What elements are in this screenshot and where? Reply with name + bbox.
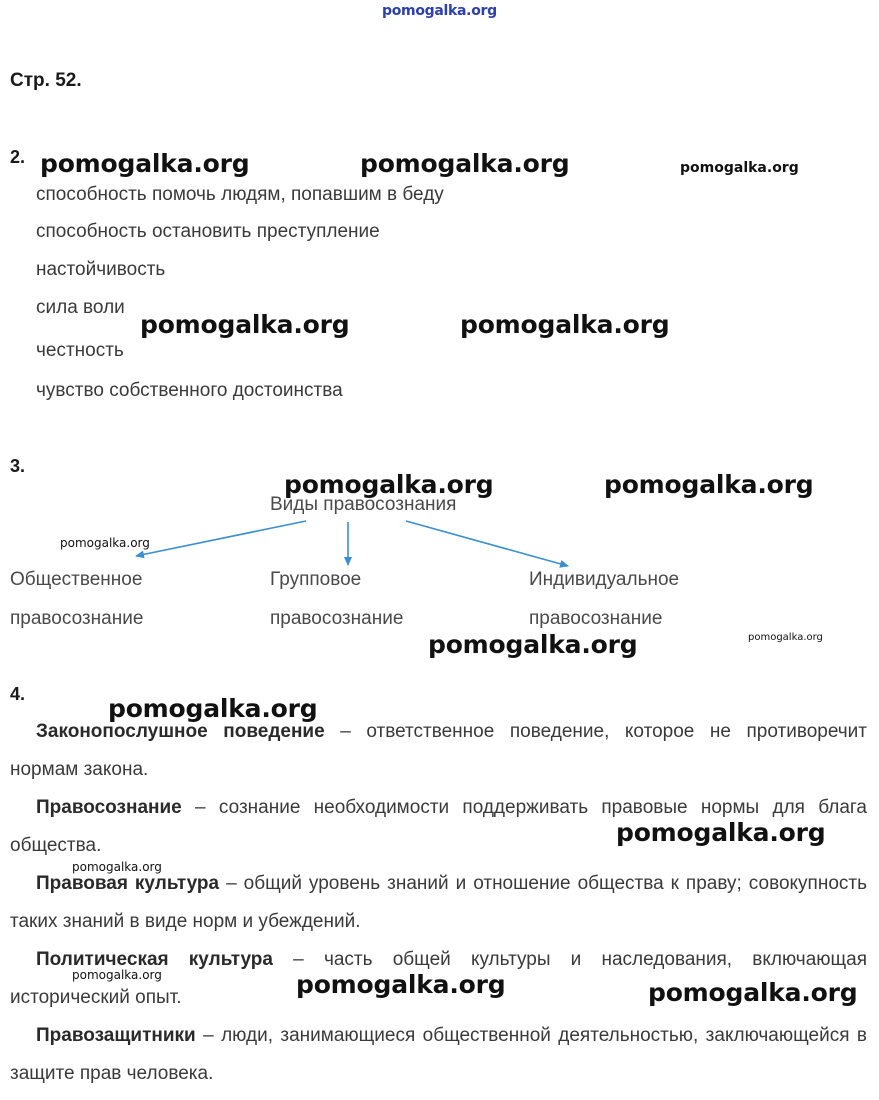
definition-text: – сознание необходимости поддерживать правовые нормы для блага общества. [10, 797, 867, 856]
watermark: pomogalka.org [748, 632, 823, 643]
definition-text: – общий уровень знаний и отношение общества к праву; совокупность таких знаний в виде норм и убеждений. [10, 873, 867, 932]
diagram-branch-2-line1: Групповое [270, 569, 362, 590]
definition-term: Политическая культура [36, 949, 273, 970]
section-3-number: 3. [10, 456, 26, 476]
diagram-branch-2-line2: правосознание [270, 608, 404, 629]
watermark: pomogalka.org [604, 470, 814, 499]
definition-paragraph [10, 713, 867, 789]
watermark: pomogalka.org [108, 694, 318, 723]
list-item: сила воли [36, 297, 125, 318]
diagram-branch-3-line2: правосознание [529, 608, 663, 629]
list-item: способность остановить преступление [36, 221, 380, 242]
watermark: pomogalka.org [616, 818, 826, 847]
definition-term: Правовая культура [36, 873, 220, 894]
list-item: честность [36, 340, 124, 361]
list-item: настойчивость [36, 259, 166, 280]
section-4-number: 4. [10, 684, 26, 704]
section-2-number: 2. [10, 147, 26, 167]
definition-text: – ответственное поведение, которое не противоречит нормам закона. [10, 721, 867, 780]
watermark: pomogalka.org [72, 968, 162, 982]
diagram-branch-1-line2: правосознание [10, 608, 144, 629]
watermark: pomogalka.org [140, 310, 350, 339]
watermark: pomogalka.org [40, 149, 250, 178]
watermark: pomogalka.org [284, 470, 494, 499]
watermark: pomogalka.org [72, 860, 162, 874]
diagram-branch-1-line1: Общественное [10, 569, 143, 590]
definition-text: – люди, занимающиеся общественной деятельностью, заключающейся в защите прав человека. [10, 1025, 867, 1084]
list-item: чувство собственного достоинства [36, 380, 343, 401]
diagram-root: Виды правосознания [270, 494, 457, 515]
definition-term: Правозащитники [36, 1025, 196, 1046]
watermark: pomogalka.org [460, 310, 670, 339]
definition-term: Правосознание [36, 797, 182, 818]
watermark: pomogalka.org [360, 149, 570, 178]
watermark: pomogalka.org [648, 978, 858, 1007]
watermark: pomogalka.org [60, 536, 150, 550]
definition-paragraph [10, 865, 867, 941]
arrow-left [136, 521, 306, 556]
page-title: Стр. 52. [10, 70, 82, 91]
watermark: pomogalka.org [428, 630, 638, 659]
definition-text: – часть общей культуры и наследования, включающая исторический опыт. [10, 949, 868, 1008]
diagram-branch-3-line1: Индивидуальное [529, 569, 680, 590]
arrow-right [406, 521, 568, 566]
definition-paragraph [10, 1017, 867, 1093]
list-item: способность помочь людям, попавшим в беду [36, 184, 444, 205]
definition-term: Законопослушное поведение [36, 721, 325, 742]
site-header-watermark: pomogalka.org [382, 3, 497, 19]
watermark: pomogalka.org [296, 970, 506, 999]
watermark: pomogalka.org [680, 160, 799, 176]
